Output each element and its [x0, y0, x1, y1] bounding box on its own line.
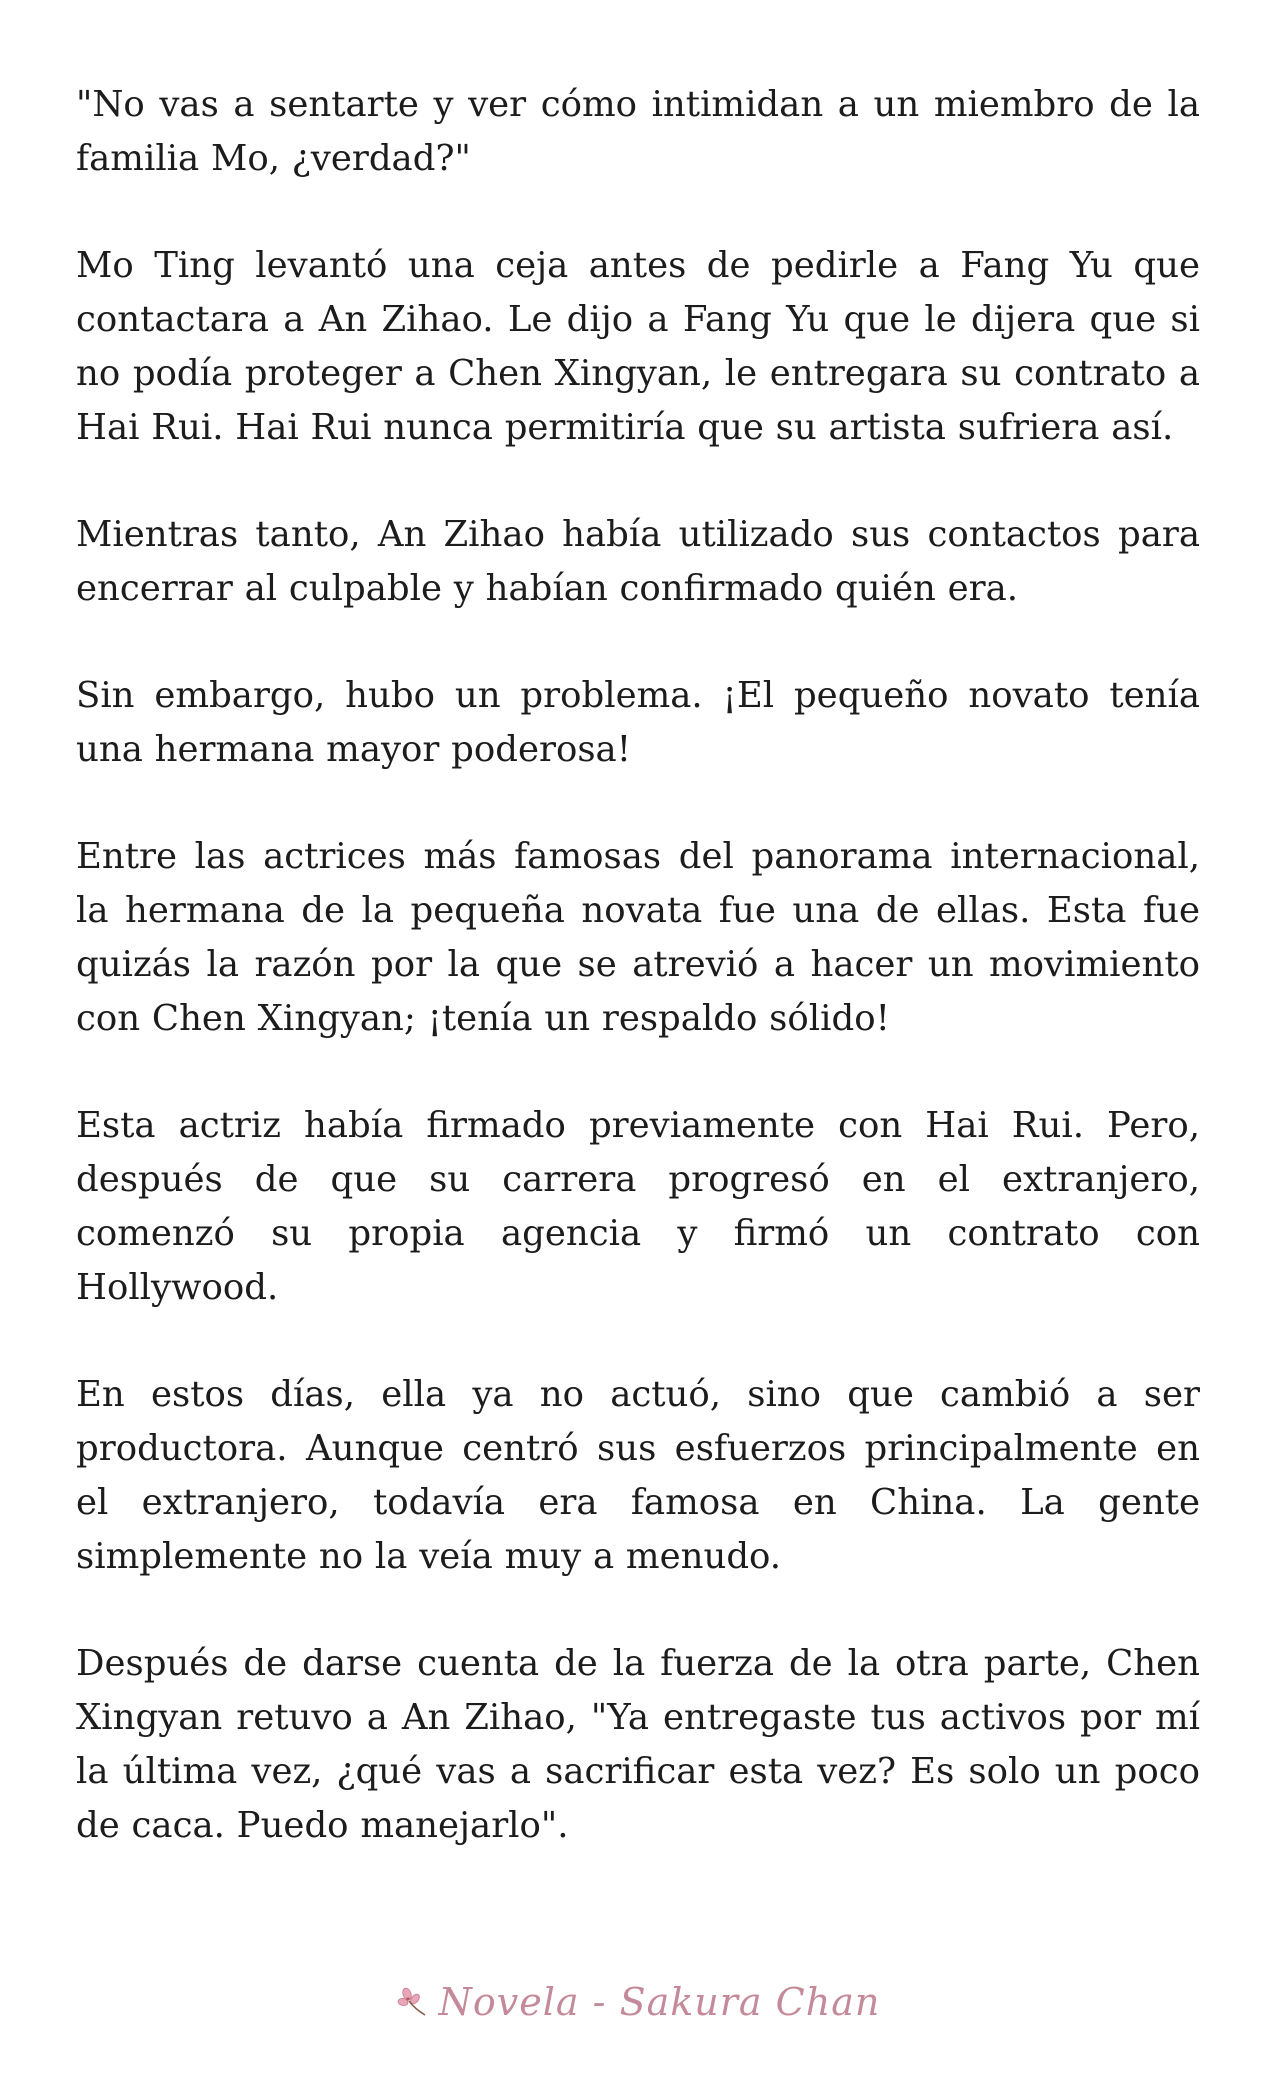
document-body	[76, 78, 1200, 1906]
paragraph-2: Mo Ting levantó una ceja antes de pedirle a Fang Yu que contactara a An Zihao. Le dijo a Fang Yu que le dijera que si no podía proteger a Chen Xingyan, le entregara su contrato a Hai Rui. Hai Rui nunca permitiría que su artista sufriera así.	[76, 245, 1200, 448]
paragraph-6: Esta actriz había firmado previamente con Hai Rui. Pero, después de que su carrera progresó en el extranjero, comenzó su propia agencia y firmó un contrato con Hollywood.	[76, 1105, 1200, 1308]
paragraph-5: Entre las actrices más famosas del panorama internacional, la hermana de la pequeña novata fue una de ellas. Esta fue quizás la razón por la que se atrevió a hacer un movimiento con Chen Xingyan; ¡tenía un respaldo sólido!	[76, 836, 1200, 1039]
sakura-flower-icon	[395, 1985, 429, 2019]
paragraph-3: Mientras tanto, An Zihao había utilizado sus contactos para encerrar al culpable y habían confirmado quién era.	[76, 514, 1200, 609]
paragraph-7: En estos días, ella ya no actuó, sino que cambió a ser productora. Aunque centró sus esfuerzos principalmente en el extranjero, todavía era famosa en China. La gente simplemente no la veía muy a menudo.	[76, 1374, 1200, 1577]
paragraph-1: "No vas a sentarte y ver cómo intimidan a un miembro de la familia Mo, ¿verdad?"	[76, 84, 1200, 179]
watermark	[0, 1980, 1275, 2024]
paragraph-8: Después de darse cuenta de la fuerza de la otra parte, Chen Xingyan retuvo a An Zihao, "Ya entregaste tus activos por mí la última vez, ¿qué vas a sacrificar esta vez? Es solo un poco de caca. Puedo manejarlo".	[76, 1643, 1200, 1846]
watermark-text: Novela - Sakura Chan	[438, 1980, 881, 2024]
paragraph-4: Sin embargo, hubo un problema. ¡El pequeño novato tenía una hermana mayor poderosa!	[76, 675, 1200, 770]
